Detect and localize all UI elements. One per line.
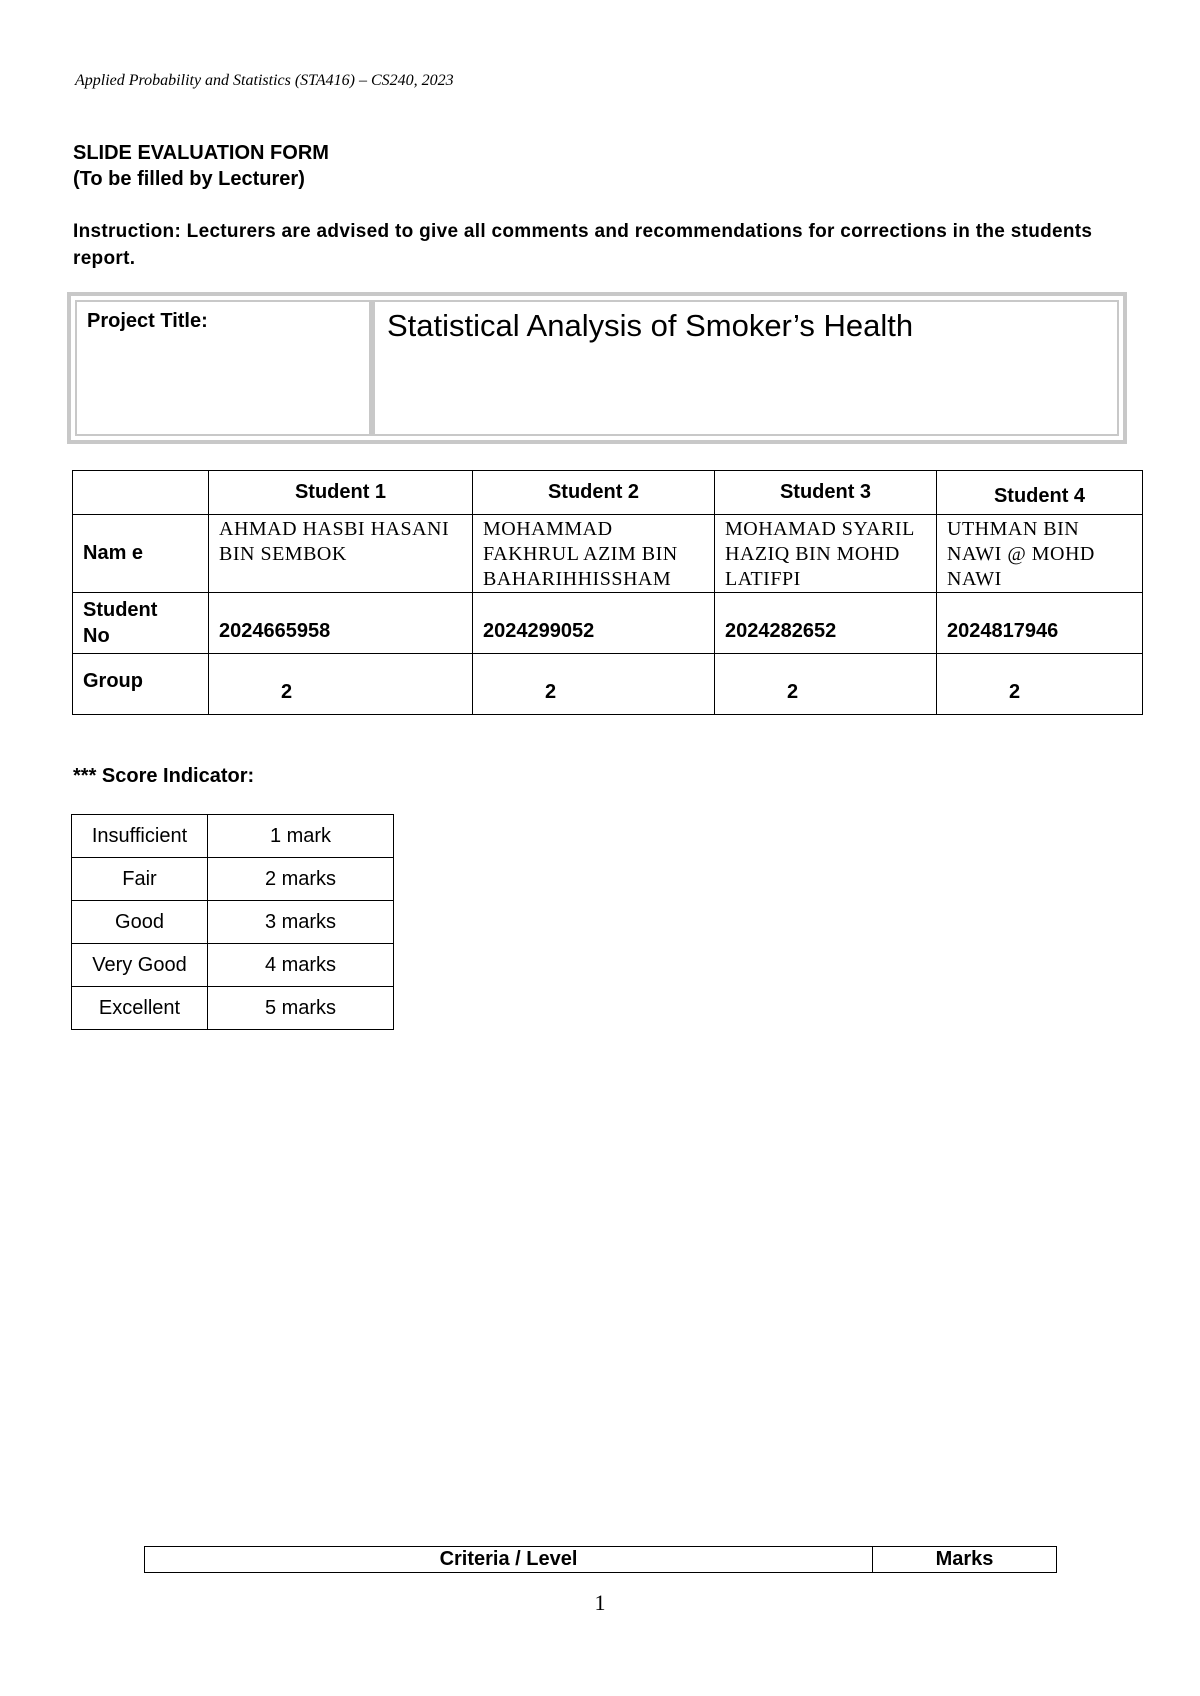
score-level: Good bbox=[72, 901, 208, 944]
student-number: 2024282652 bbox=[715, 593, 937, 654]
student-group: 2 bbox=[209, 654, 473, 715]
score-row bbox=[72, 944, 394, 987]
score-indicator-heading: *** Score Indicator: bbox=[73, 765, 255, 787]
student-no-row-label bbox=[73, 593, 209, 654]
score-level: Very Good bbox=[72, 944, 208, 987]
score-level: Excellent bbox=[72, 987, 208, 1030]
project-title-value-cell bbox=[375, 300, 1119, 436]
score-level: Fair bbox=[72, 858, 208, 901]
group-row-label: Group bbox=[73, 654, 209, 715]
project-title-label: Project Title: bbox=[87, 310, 208, 332]
student-name: MOHAMAD SYARIL HAZIQ BIN MOHD LATIFPI bbox=[715, 515, 937, 593]
score-row bbox=[72, 987, 394, 1030]
score-indicator-table bbox=[71, 814, 394, 1030]
student-number: 2024299052 bbox=[473, 593, 715, 654]
student-header: Student 1 bbox=[209, 471, 473, 515]
page-number: 1 bbox=[594, 1590, 606, 1615]
instruction-text: Instruction: Lecturers are advised to give all comments and recommendations for corrections in the students report. bbox=[73, 221, 1093, 269]
corner-cell bbox=[73, 471, 209, 515]
criteria-level-header: Criteria / Level bbox=[145, 1547, 873, 1573]
students-header-row bbox=[73, 471, 1143, 515]
form-subtitle: (To be filled by Lecturer) bbox=[73, 168, 305, 190]
name-row bbox=[73, 515, 1143, 593]
score-row bbox=[72, 901, 394, 944]
student-name: UTHMAN BIN NAWI @ MOHD NAWI bbox=[937, 515, 1143, 593]
student-name: MOHAMMAD FAKHRUL AZIM BIN BAHARIHHISSHAM bbox=[473, 515, 715, 593]
form-title-block bbox=[73, 140, 329, 192]
student-number: 2024665958 bbox=[209, 593, 473, 654]
score-marks: 5 marks bbox=[208, 987, 394, 1030]
score-marks: 3 marks bbox=[208, 901, 394, 944]
student-number: 2024817946 bbox=[937, 593, 1143, 654]
student-group: 2 bbox=[715, 654, 937, 715]
project-title-box bbox=[67, 292, 1127, 444]
score-row bbox=[72, 815, 394, 858]
score-row bbox=[72, 858, 394, 901]
criteria-header-row bbox=[145, 1547, 1057, 1573]
score-marks: 4 marks bbox=[208, 944, 394, 987]
student-name: AHMAD HASBI HASANI BIN SEMBOK bbox=[209, 515, 473, 593]
score-marks: 1 mark bbox=[208, 815, 394, 858]
student-header: Student 2 bbox=[473, 471, 715, 515]
students-table bbox=[72, 470, 1143, 715]
course-header: Applied Probability and Statistics (STA416) – CS240, 2023 bbox=[75, 72, 454, 89]
student-header: Student 4 bbox=[937, 471, 1143, 515]
student-no-label-line1: Student bbox=[83, 599, 158, 621]
score-level: Insufficient bbox=[72, 815, 208, 858]
group-row bbox=[73, 654, 1143, 715]
student-group: 2 bbox=[937, 654, 1143, 715]
project-title-label-cell bbox=[75, 300, 375, 436]
marks-header: Marks bbox=[873, 1547, 1057, 1573]
student-no-row bbox=[73, 593, 1143, 654]
project-title-value: Statistical Analysis of Smoker’s Health bbox=[387, 308, 914, 343]
student-no-label-line2: No bbox=[83, 625, 110, 647]
score-marks: 2 marks bbox=[208, 858, 394, 901]
criteria-table bbox=[144, 1546, 1057, 1573]
student-group: 2 bbox=[473, 654, 715, 715]
form-title: SLIDE EVALUATION FORM bbox=[73, 142, 329, 164]
student-header: Student 3 bbox=[715, 471, 937, 515]
name-row-label: Nam e bbox=[73, 515, 209, 593]
